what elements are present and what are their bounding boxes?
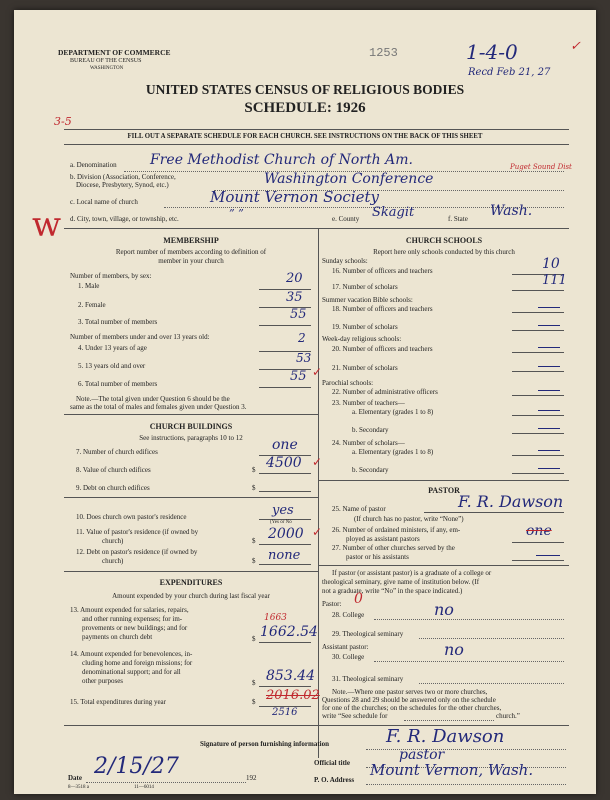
q23a-line <box>512 415 564 416</box>
handwritten-code: 1-4-0 <box>466 40 518 64</box>
q13-line <box>259 642 311 643</box>
q23a-dash <box>538 410 560 411</box>
q12-dollar: $ <box>252 557 256 565</box>
q12-value: none <box>268 548 301 563</box>
q12-line <box>259 564 311 565</box>
q25-label: 25. Name of pastor <box>332 505 386 513</box>
po-address-label: P. O. Address <box>314 776 355 784</box>
bureau-label: BUREAU OF THE CENSUS <box>70 58 142 64</box>
red-check-mark: ✓ <box>570 39 581 54</box>
q1-label: 1. Male <box>78 282 100 290</box>
schools-sub: Report here only schools conducted by this church <box>373 248 515 256</box>
state-value: Wash. <box>490 203 533 219</box>
q27-dash <box>536 555 560 556</box>
city-label: WASHINGTON <box>90 66 124 71</box>
q15-label: 15. Total expenditures during year <box>70 698 166 706</box>
pastor-heading: PASTOR <box>428 486 460 495</box>
q23-label: 23. Number of teachers— <box>332 399 405 407</box>
q3-value: 55 <box>290 307 307 322</box>
official-title-value: pastor <box>399 747 445 763</box>
q8-value: 4500 <box>266 455 302 471</box>
expenditures-heading: EXPENDITURES <box>159 578 223 587</box>
q2-label: 2. Female <box>78 301 106 309</box>
q5-value: 53 <box>296 351 312 365</box>
county-value: Skagit <box>372 205 415 220</box>
q21-line <box>512 371 564 372</box>
pastor-mid-rule <box>319 565 569 566</box>
q24b-label: b. Secondary <box>352 466 389 474</box>
local-name-value: Mount Vernon Society <box>210 188 380 206</box>
po-address-value: Mount Vernon, Wash. <box>370 761 534 779</box>
q28-value: no <box>434 600 454 619</box>
division-note: Puget Sound Dist <box>510 163 572 171</box>
side-mark: 3-5 <box>54 115 72 128</box>
signature-line <box>366 749 566 750</box>
q13-alt-value: 1663 <box>264 613 287 623</box>
q11-check-mark: ✓ <box>312 525 323 539</box>
q9-dollar: $ <box>252 484 256 492</box>
header-rule <box>64 129 569 130</box>
q4-label: 4. Under 13 years of age <box>78 344 147 352</box>
denomination-value: Free Methodist Church of North Am. <box>150 152 413 168</box>
handwritten-received: Recd Feb 21, 27 <box>468 67 551 78</box>
q9-line <box>259 491 311 492</box>
q13-label-4: payments on church debt <box>82 633 153 641</box>
q16-label: 16. Number of officers and teachers <box>332 267 433 275</box>
q12-label-1: 12. Debt on pastor's residence (if owned by <box>76 548 198 556</box>
q14-label-2: cluding home and foreign missions; for <box>82 659 193 667</box>
q11-label-2: church) <box>102 537 124 545</box>
q25-line <box>424 512 564 513</box>
q5-label: 5. 13 years old and over <box>78 362 146 370</box>
identity-rule <box>64 228 569 229</box>
q18-dash <box>538 307 560 308</box>
official-title-label: Official title <box>314 759 350 767</box>
division-label-2: Diocese, Presbytery, Synod, etc.) <box>76 181 169 189</box>
q20-line <box>512 352 564 353</box>
q13-value: 1662.54 <box>260 624 318 640</box>
buildings-heading: CHURCH BUILDINGS <box>149 422 233 431</box>
form-number-2: 11—6014 <box>134 785 154 790</box>
q20-label: 20. Number of officers and teachers <box>332 345 433 353</box>
q30-label: 30. College <box>332 653 365 661</box>
pastor-mark: 0 <box>354 591 363 607</box>
date-line <box>86 782 246 783</box>
header-rule-2 <box>64 144 569 145</box>
q24b-line <box>512 473 564 474</box>
q7-value: one <box>272 437 298 453</box>
q3-line <box>259 325 311 326</box>
summer-label: Summer vacation Bible schools: <box>322 296 413 304</box>
pastor-note-blank <box>404 720 494 721</box>
q26-label-2: ployed as assistant pastors <box>346 535 420 543</box>
asst-label: Assistant pastor: <box>322 643 369 651</box>
q11-label-1: 11. Value of pastor's residence (if owned by <box>76 528 199 536</box>
q24a-line <box>512 455 564 456</box>
form-number: 8—3518 a <box>68 785 89 790</box>
q19-dash <box>538 325 560 326</box>
q28-label: 28. College <box>332 611 365 619</box>
census-schedule-sheet <box>14 10 596 794</box>
q20-dash <box>538 347 560 348</box>
q23b-line <box>512 433 564 434</box>
grad-line-3: not a graduate, write “No” in the space indicated.) <box>322 587 463 595</box>
q22-line <box>512 395 564 396</box>
q17-line <box>512 290 564 291</box>
membership-rule <box>64 414 318 415</box>
q1-value: 20 <box>286 271 303 286</box>
q13-dollar: $ <box>252 635 256 643</box>
q6-value: 55 <box>290 369 307 384</box>
date-year: 192 <box>246 774 257 782</box>
q25-value: F. R. Dawson <box>458 492 564 511</box>
pastor-note-3: for one of the churches; on the schedules for the other churches, <box>322 704 502 712</box>
q4-value: 2 <box>298 331 306 345</box>
q8-label: 8. Value of church edifices <box>76 466 151 474</box>
membership-sub-2: member in your church <box>158 257 224 265</box>
local-name-label: c. Local name of church <box>70 198 138 206</box>
signature-label: Signature of person furnishing information <box>200 740 329 748</box>
instruction-line: FILL OUT A SEPARATE SCHEDULE FOR EACH CHURCH. SEE INSTRUCTIONS ON THE BACK OF THIS SHEET <box>127 133 483 140</box>
q25-sub: (If church has no pastor, write “None”) <box>354 515 464 523</box>
q14-value: 853.44 <box>266 668 315 684</box>
q22-dash <box>538 390 560 391</box>
sunday-label: Sunday schools: <box>322 257 368 265</box>
q11-value: 2000 <box>268 526 304 542</box>
q12-label-2: church) <box>102 557 124 565</box>
q15-dollar: $ <box>252 698 256 706</box>
q23b-dash <box>538 428 560 429</box>
q1-line <box>259 289 311 290</box>
buildings-mid-rule <box>64 497 318 498</box>
pastor-note-2: Questions 28 and 29 should be answered only on the schedule <box>322 696 496 704</box>
q26-label-1: 26. Number of ordained ministers, if any, em- <box>332 526 461 534</box>
q8-dollar: $ <box>252 466 256 474</box>
q15-value: 2016.02 <box>266 688 320 703</box>
q18-line <box>512 312 564 313</box>
red-w-mark: w <box>32 205 62 245</box>
q26-line <box>512 542 564 543</box>
q14-dollar: $ <box>252 679 256 687</box>
pastor-note-5: church.” <box>496 712 520 720</box>
q17-label: 17. Number of scholars <box>332 283 398 291</box>
q14-label-3: denominational support; and for all <box>82 668 181 676</box>
q13-label-2: and other running expenses; for im- <box>82 615 183 623</box>
q16-value: 10 <box>542 256 560 272</box>
q10-label: 10. Does church own pastor's residence <box>76 513 187 521</box>
q13-label-1: 13. Amount expended for salaries, repairs, <box>70 606 189 614</box>
q27-line <box>512 560 564 561</box>
q6-check-mark: ✓ <box>312 365 323 379</box>
schools-rule <box>319 480 569 481</box>
date-value: 2/15/27 <box>94 754 179 779</box>
q9-label: 9. Debt on church edifices <box>76 484 150 492</box>
q14-line <box>259 686 311 687</box>
q11-dollar: $ <box>252 537 256 545</box>
q30-value: no <box>444 640 464 659</box>
grad-line-2: theological seminary, give name of institution below. (If <box>322 578 480 586</box>
q21-label: 21. Number of scholars <box>332 364 398 372</box>
q19-line <box>512 330 564 331</box>
q11-line <box>259 544 311 545</box>
pastor-note-4: write “See schedule for <box>322 712 388 720</box>
q23b-label: b. Secondary <box>352 426 389 434</box>
q31-line <box>419 683 564 684</box>
state-label: f. State <box>448 215 468 223</box>
expenditures-sub: Amount expended by your church during last fiscal year <box>112 592 270 600</box>
q3-label: 3. Total number of members <box>78 318 158 326</box>
q10-yesno: (Yes or No <box>270 520 292 525</box>
schools-heading: CHURCH SCHOOLS <box>405 236 483 245</box>
q14-label-4: other purposes <box>82 677 124 685</box>
q14-label-1: 14. Amount expended for benevolences, in- <box>70 650 193 658</box>
parochial-label: Parochial schools: <box>322 379 374 387</box>
q24-label: 24. Number of scholars— <box>332 439 405 447</box>
q27-label-1: 27. Number of other churches served by the <box>332 544 455 552</box>
grad-line-1: If pastor (or assistant pastor) is a graduate of a college or <box>332 569 492 577</box>
dept-label: DEPARTMENT OF COMMERCE <box>58 48 171 57</box>
q15-alt-value: 2516 <box>272 707 298 718</box>
membership-heading: MEMBERSHIP <box>163 236 219 245</box>
q17-value: 111 <box>542 273 567 288</box>
by-sex-label: Number of members, by sex: <box>70 272 152 280</box>
q7-label: 7. Number of church edifices <box>76 448 158 456</box>
q22-label: 22. Number of administrative officers <box>332 388 438 396</box>
schedule-title: SCHEDULE: 1926 <box>244 100 366 116</box>
buildings-rule <box>64 571 318 572</box>
denomination-label: a. Denomination <box>70 161 117 169</box>
q8-check-mark: ✓ <box>312 455 323 469</box>
q8-line <box>259 473 311 474</box>
q31-label: 31. Theological seminary <box>332 675 404 683</box>
date-label: Date <box>68 774 82 782</box>
age-heading: Number of members under and over 13 years old: <box>70 333 210 341</box>
q13-label-3: provements or new buildings; and for <box>82 624 188 632</box>
q24a-label: a. Elementary (grades 1 to 8) <box>352 448 434 456</box>
division-value: Washington Conference <box>264 171 434 187</box>
q28-line <box>374 619 564 620</box>
membership-note-2: same as the total of males and females given under Question 3. <box>70 403 247 411</box>
form-title: UNITED STATES CENSUS OF RELIGIOUS BODIES <box>145 82 465 97</box>
serial-number: 1253 <box>369 46 398 60</box>
pastor-note-1: Note.—Where one pastor serves two or more churches, <box>332 688 488 696</box>
q26-value: one <box>526 523 552 539</box>
q2-value: 35 <box>286 290 303 305</box>
q24a-dash <box>538 450 560 451</box>
membership-sub-1: Report number of members according to definition of <box>115 248 267 256</box>
signature-value: F. R. Dawson <box>386 726 505 747</box>
q21-dash <box>538 366 560 367</box>
city-value: ” ” <box>229 207 244 220</box>
q10-value: yes <box>272 503 294 518</box>
q27-label-2: pastor or his assistants <box>346 553 409 561</box>
membership-note-1: Note.—The total given under Question 6 should be the <box>76 395 230 403</box>
weekday-label: Week-day religious schools: <box>322 335 402 343</box>
q6-label: 6. Total number of members <box>78 380 158 388</box>
po-address-line <box>366 784 566 785</box>
q29-label: 29. Theological seminary <box>332 630 404 638</box>
division-label-1: b. Division (Association, Conference, <box>70 173 176 181</box>
q18-label: 18. Number of officers and teachers <box>332 305 433 313</box>
q6-line <box>259 387 311 388</box>
county-label: e. County <box>332 215 360 223</box>
city-label: d. City, town, village, or township, etc. <box>70 215 179 223</box>
q29-line <box>419 638 564 639</box>
buildings-sub: See instructions, paragraphs 10 to 12 <box>139 434 243 442</box>
q30-line <box>374 661 564 662</box>
q24b-dash <box>538 468 560 469</box>
q19-label: 19. Number of scholars <box>332 323 398 331</box>
q23a-label: a. Elementary (grades 1 to 8) <box>352 408 434 416</box>
pastor-sub-label: Pastor: <box>322 600 342 608</box>
